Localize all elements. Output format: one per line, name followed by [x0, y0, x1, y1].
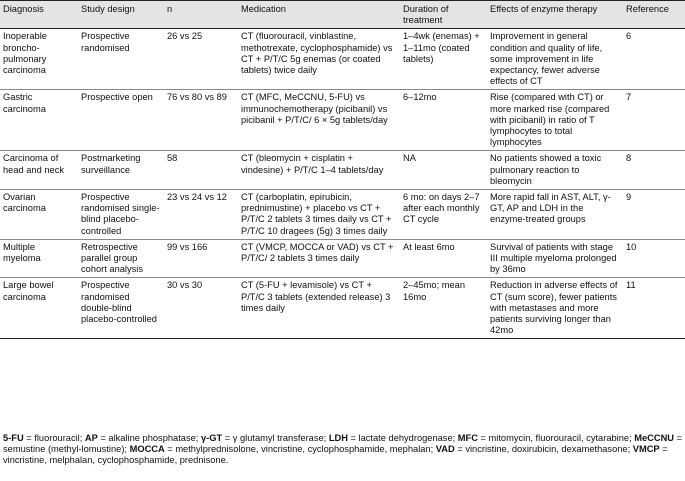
- abbreviations-footnote: [3, 433, 683, 467]
- cell-effects: Rise (compared with CT) or more marked rise (compared with picibanil) in ratio of T lymphocytes to total lymphocytes: [487, 90, 623, 151]
- header-effects: Effects of enzyme therapy: [487, 1, 623, 29]
- header-row: [0, 1, 685, 29]
- cell-effects: No patients showed a toxic pulmonary reaction to bleomycin: [487, 151, 623, 190]
- cell-effects: Reduction in adverse effects of CT (sum score), fewer patients with metastases and more patients surviving longer than 42mo: [487, 278, 623, 339]
- table-row: [0, 90, 685, 151]
- cell-duration: 1–4wk (enemas) + 1–11mo (coated tablets): [400, 29, 487, 90]
- footnote-definition: = fluorouracil;: [23, 433, 85, 443]
- cell-effects: Survival of patients with stage III multiple myeloma prolonged by 36mo: [487, 239, 623, 278]
- cell-effects: Improvement in general condition and quality of life, some improvement in life expectancy, fewer adverse effects of CT: [487, 29, 623, 90]
- cell-medication: CT (5-FU + levamisole) vs CT + P/T/C 3 tablets (extended release) 3 times daily: [238, 278, 400, 339]
- cell-medication: CT (bleomycin + cisplatin + vindesine) + P/T/C 1–4 tablets/day: [238, 151, 400, 190]
- cell-design: Prospective randomised: [78, 29, 164, 90]
- cell-diagnosis: Large bowel carcinoma: [0, 278, 78, 339]
- footnote-definition: = γ glutamyl transferase;: [222, 433, 329, 443]
- cell-reference: 9: [623, 190, 685, 240]
- cell-diagnosis: Carcinoma of head and neck: [0, 151, 78, 190]
- footnote-abbr: MFC: [457, 433, 478, 443]
- cell-duration: 6–12mo: [400, 90, 487, 151]
- cell-reference: 6: [623, 29, 685, 90]
- cell-n: 76 vs 80 vs 89: [164, 90, 238, 151]
- header-n: n: [164, 1, 238, 29]
- footnote-definition: = mitomycin, fluorouracil, cytarabine;: [477, 433, 635, 443]
- cell-n: 23 vs 24 vs 12: [164, 190, 238, 240]
- cell-reference: 10: [623, 239, 685, 278]
- footnote-definition: = semustine (methyl-lomustine);: [3, 433, 683, 455]
- header-medication: Medication: [238, 1, 400, 29]
- cell-n: 26 vs 25: [164, 29, 238, 90]
- header-reference: Reference: [623, 1, 685, 29]
- footnote-abbr: MOCCA: [129, 444, 165, 455]
- footnote-abbr: LDH: [328, 433, 348, 443]
- footnote-abbr: AP: [84, 433, 98, 443]
- footnote-abbr: γ-GT: [200, 433, 223, 443]
- cell-design: Prospective randomised double-blind placebo-controlled: [78, 278, 164, 339]
- header-duration: Duration of treatment: [400, 1, 487, 29]
- table-row: [0, 239, 685, 278]
- cell-diagnosis: Ovarian carcinoma: [0, 190, 78, 240]
- cell-n: 99 vs 166: [164, 239, 238, 278]
- cell-design: Postmarketing surveillance: [78, 151, 164, 190]
- footnote-definition: = lactate dehydrogenase;: [347, 433, 458, 443]
- header-study-design: Study design: [78, 1, 164, 29]
- cell-design: Retrospective parallel group cohort analysis: [78, 239, 164, 278]
- cell-duration: NA: [400, 151, 487, 190]
- cell-diagnosis: Inoperable broncho-pulmonary carcinoma: [0, 29, 78, 90]
- footnote-abbr: VMCP: [632, 444, 660, 455]
- footnote-abbr: 5-FU: [3, 433, 24, 443]
- cell-medication: CT (carboplatin, epirubicin, prednimustine) + placebo vs CT + P/T/C 2 tablets 3 times daily vs CT + P/T/C 10 dragees (5g) 3 times daily: [238, 190, 400, 240]
- cell-n: 58: [164, 151, 238, 190]
- footnote-definition: = vincristine, doxirubicin, dexamethasone;: [454, 444, 633, 455]
- cell-reference: 8: [623, 151, 685, 190]
- table-row: [0, 278, 685, 339]
- footnote-definition: = methylprednisolone, vincristine, cyclophosphamide, mephalan;: [164, 444, 436, 455]
- cell-diagnosis: Multiple myeloma: [0, 239, 78, 278]
- footnote-definition: = alkaline phosphatase;: [97, 433, 201, 443]
- cell-design: Prospective open: [78, 90, 164, 151]
- cell-duration: 6 mo: on days 2–7 after each monthly CT cycle: [400, 190, 487, 240]
- cell-duration: At least 6mo: [400, 239, 487, 278]
- footnote-abbr: VAD: [435, 444, 455, 455]
- table-row: [0, 29, 685, 90]
- table-row: [0, 151, 685, 190]
- cell-reference: 7: [623, 90, 685, 151]
- cell-medication: CT (MFC, MeCCNU, 5-FU) vs immunochemotherapy (picibanil) vs picibanil + P/T/C/ 6 × 5g tablets/day: [238, 90, 400, 151]
- header-diagnosis: Diagnosis: [0, 1, 78, 29]
- cell-reference: 11: [623, 278, 685, 339]
- cell-duration: 2–45mo; mean 16mo: [400, 278, 487, 339]
- footnote-abbr: MeCCNU: [634, 433, 675, 443]
- cell-medication: CT (VMCP, MOCCA or VAD) vs CT + P/T/C/ 2 tablets 3 times daily: [238, 239, 400, 278]
- cell-diagnosis: Gastric carcinoma: [0, 90, 78, 151]
- cell-medication: CT (fluorouracil, vinblastine, methotrexate, cyclophosphamide) vs CT + P/T/C 5g enemas (or coated tablets) twice daily: [238, 29, 400, 90]
- footnote-definition: = vincristine, melphalan, cyclophosphamide, prednisone.: [3, 444, 668, 466]
- cell-n: 30 vs 30: [164, 278, 238, 339]
- table-row: [0, 190, 685, 240]
- cell-effects: More rapid fall in AST, ALT, γ-GT, AP and LDH in the enzyme-treated groups: [487, 190, 623, 240]
- cell-design: Prospective randomised single-blind placebo-controlled: [78, 190, 164, 240]
